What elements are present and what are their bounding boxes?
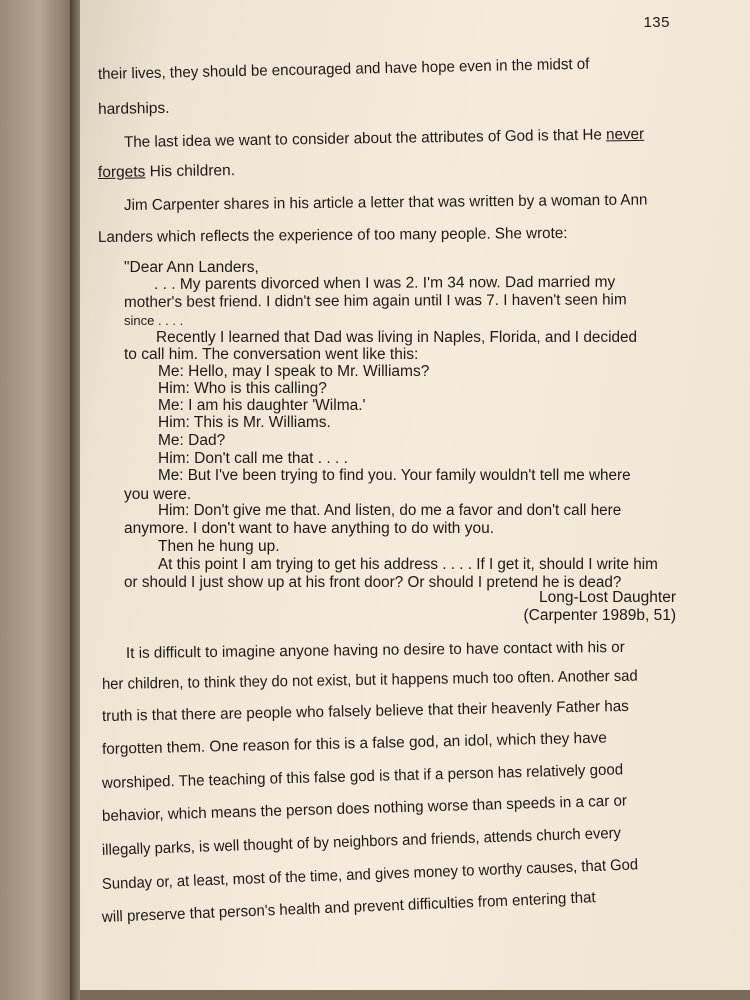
letter-line: you were. (124, 486, 192, 503)
text-fragment: His children. (145, 162, 236, 181)
letter-line: Him: Don't call me that . . . . (158, 450, 348, 467)
book-page (80, 0, 750, 990)
text-line: will preserve that person's health and prevent difficulties from entering that (101, 889, 596, 926)
letter-line: Then he hung up. (158, 538, 280, 555)
text-line: It is difficult to imagine anyone having no desire to have contact with his or (125, 638, 625, 662)
letter-line: Me: Dad? (158, 432, 226, 449)
letter-line: Him: Don't give me that. And listen, do me a favor and don't call here (158, 502, 622, 519)
text-line: Jim Carpenter shares in his article a letter that was written by a woman to Ann (123, 191, 648, 214)
underlined-word: forgets (97, 163, 146, 181)
letter-line: since . . . . (124, 313, 184, 328)
letter-line: "Dear Ann Landers, (124, 259, 259, 276)
letter-line: mother's best friend. I didn't see him again until I was 7. I haven't seen him (123, 291, 627, 311)
letter-line: Him: Who is this calling? (158, 380, 327, 397)
text-fragment: The last idea we want to consider about the attributes of God is that He (123, 126, 607, 151)
letter-line: At this point I am trying to get his address . . . . If I get it, should I write him (158, 556, 658, 573)
page-number: 135 (643, 14, 670, 31)
text-line: Sunday or, at least, most of the time, and gives money to worthy causes, that God (101, 856, 639, 893)
left-page-edge (0, 0, 78, 1000)
text-line (124, 126, 644, 152)
text-line: Landers which reflects the experience of too many people. She wrote: (97, 224, 568, 246)
letter-line: Me: Hello, may I speak to Mr. Williams? (158, 363, 430, 380)
letter-line: . . . My parents divorced when I was 2. I'm 34 now. Dad married my (153, 273, 616, 293)
letter-citation: (Carpenter 1989b, 51) (523, 607, 676, 624)
text-line: hardships. (97, 99, 170, 118)
text-line: illegally parks, is well thought of by neighbors and friends, attends church every (101, 824, 622, 859)
table-surface (80, 990, 750, 1000)
letter-line: anymore. I don't want to have anything to do with you. (124, 520, 495, 537)
letter-signature: Long-Lost Daughter (538, 589, 676, 606)
text-line (98, 162, 235, 182)
letter-line: Him: This is Mr. Williams. (158, 414, 331, 431)
underlined-word: never (605, 125, 645, 144)
letter-line: to call him. The conversation went like this: (124, 346, 419, 363)
letter-line: Me: I am his daughter 'Wilma.' (158, 397, 366, 414)
text-line: truth is that there are people who falsely believe that their heavenly Father has (101, 697, 629, 725)
text-line: forgotten them. One reason for this is a false god, an idol, which they have (101, 729, 608, 758)
text-line: her children, to think they do not exist, but it happens much too often. Another sad (101, 667, 638, 693)
text-line: worshiped. The teaching of this false god is that if a person has relatively good (101, 761, 624, 792)
letter-line: or should I just show up at his front door? Or should I pretend he is dead? (124, 574, 622, 591)
letter-line: Me: But I've been trying to find you. Your family wouldn't tell me where (158, 467, 631, 484)
text-line: their lives, they should be encouraged and have hope even in the midst of (97, 55, 590, 83)
text-line: behavior, which means the person does nothing worse than speeds in a car or (101, 792, 628, 825)
letter-line: Recently I learned that Dad was living in Naples, Florida, and I decided (156, 329, 638, 346)
